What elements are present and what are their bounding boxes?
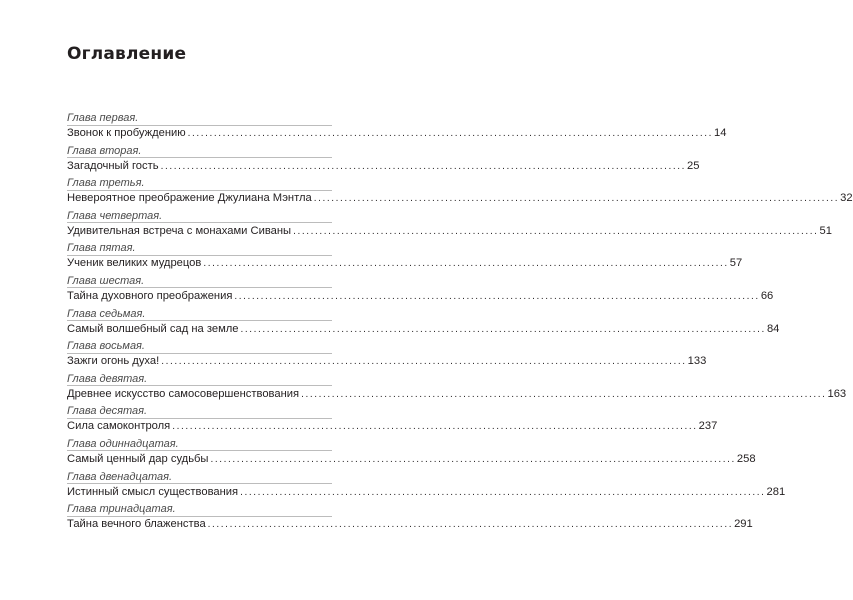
chapter-label: Глава одиннадцатая. [67, 437, 179, 450]
chapter-label: Глава десятая. [67, 405, 148, 418]
dot-leader: ........................................................................................................................ [210, 453, 736, 465]
page-number: 237 [698, 420, 718, 433]
chapter-title: Зажги огонь духа! [67, 355, 160, 368]
chapter-title: Удивительная встреча с монахами Сиваны [67, 224, 292, 237]
chapter-label: Глава пятая. [67, 242, 136, 255]
chapter-title: Сила самоконтроля [67, 420, 171, 433]
toc-entry [67, 503, 753, 536]
page-number: 25 [686, 159, 700, 172]
chapter-label: Глава тринадцатая. [67, 503, 176, 516]
toc-row [67, 159, 700, 173]
page-number: 291 [734, 518, 753, 531]
chapter-label: Глава восьмая. [67, 340, 145, 353]
dot-leader: ........................................................................................................................ [234, 290, 760, 302]
chapter-label: Глава первая. [67, 112, 139, 124]
chapter-label: Глава четвертая. [67, 209, 163, 222]
toc-row [67, 387, 847, 401]
chapter-title: Ученик великих мудрецов [67, 257, 202, 270]
chapter-title: Тайна духовного преображения [67, 289, 233, 302]
chapter-label: Глава девятая. [67, 372, 148, 385]
page-number: 163 [827, 387, 847, 400]
toc-row [67, 191, 853, 205]
toc-row [67, 126, 727, 140]
chapter-title: Загадочный гость [67, 159, 159, 172]
toc-entry [67, 209, 832, 243]
toc-entry [67, 372, 847, 406]
chapter-title: Невероятное преображение Джулиана Мэнтла [67, 192, 312, 205]
page-number: 258 [736, 452, 756, 465]
chapter-title: Самый волшебный сад на земле [67, 322, 239, 335]
chapter-label: Глава шестая. [67, 274, 145, 287]
page-title: Оглавление [67, 44, 187, 64]
dot-leader: ........................................................................................................................ [172, 421, 698, 433]
chapter-title: Самый ценный дар судьбы [67, 452, 209, 465]
toc-row [67, 224, 832, 238]
page-number: 51 [819, 224, 832, 237]
toc-row [67, 354, 707, 368]
toc-row [67, 517, 753, 531]
page-number: 281 [766, 485, 786, 498]
toc-row [67, 419, 718, 433]
toc-entry [67, 242, 743, 275]
dot-leader: ........................................................................................................................ [313, 193, 840, 205]
toc-row [67, 289, 774, 303]
toc-row [67, 256, 743, 270]
page-number: 84 [766, 322, 780, 335]
chapter-title: Звонок к пробуждению [67, 127, 186, 139]
toc-entry [67, 437, 756, 471]
toc-entry [67, 144, 700, 178]
page-number: 66 [760, 289, 774, 302]
dot-leader: ........................................................................................................................ [293, 225, 819, 237]
dot-leader: ........................................................................................................................ [301, 388, 827, 400]
chapter-label: Глава двенадцатая. [67, 470, 173, 483]
page-number: 57 [729, 257, 743, 270]
toc-entry [67, 405, 718, 438]
table-of-contents [67, 112, 853, 536]
dot-leader: ........................................................................................................................ [187, 128, 714, 139]
dot-leader: ........................................................................................................................ [240, 323, 766, 335]
chapter-label: Глава третья. [67, 177, 145, 190]
chapter-label: Глава вторая. [67, 144, 142, 157]
page-number: 133 [687, 355, 707, 368]
page-number: 32 [840, 192, 853, 205]
dot-leader: ........................................................................................................................ [161, 356, 687, 368]
toc-row [67, 452, 756, 466]
toc-entry [67, 177, 853, 210]
dot-leader: ........................................................................................................................ [240, 486, 766, 498]
chapter-title: Древнее искусство самосовершенствования [67, 387, 300, 400]
dot-leader: ........................................................................................................................ [203, 258, 729, 270]
page-number: 14 [714, 127, 727, 139]
chapter-label: Глава седьмая. [67, 307, 146, 320]
toc-entry [67, 340, 707, 373]
toc-row [67, 485, 786, 499]
toc-entry [67, 112, 727, 145]
dot-leader: ........................................................................................................................ [160, 160, 686, 172]
chapter-title: Тайна вечного блаженства [67, 518, 206, 531]
toc-entry [67, 274, 774, 308]
toc-row [67, 322, 780, 336]
dot-leader: ........................................................................................................................ [207, 519, 734, 531]
chapter-title: Истинный смысл существования [67, 485, 239, 498]
toc-entry [67, 307, 780, 341]
toc-entry [67, 470, 786, 504]
